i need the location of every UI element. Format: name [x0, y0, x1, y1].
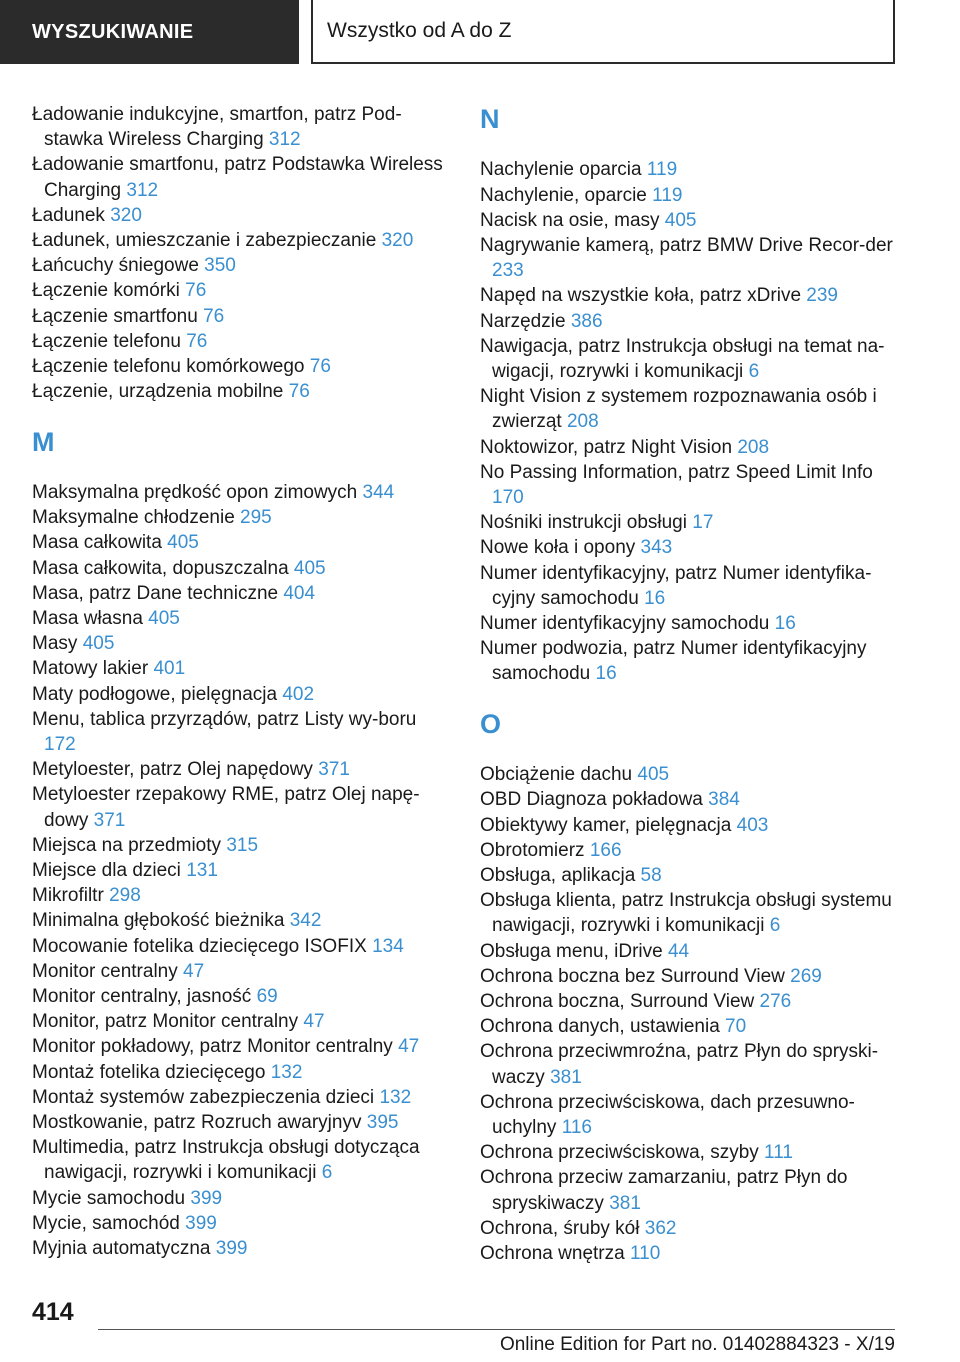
section-letter: N — [480, 104, 500, 134]
page-reference-link[interactable]: 399 — [190, 1187, 223, 1209]
page-reference-link[interactable]: 405 — [167, 532, 199, 554]
entry-term: Łańcuchy śniegowe — [32, 255, 199, 277]
page-reference-link[interactable]: 342 — [289, 910, 322, 932]
index-entry — [32, 682, 452, 707]
entry-term: Numer podwozia, patrz Numer identyfikacyjny samochodu — [480, 638, 867, 685]
footer-divider — [98, 1329, 895, 1330]
index-entry — [32, 656, 452, 681]
page-reference-link[interactable]: 16 — [774, 613, 796, 635]
entry-term: Łączenie, urządzenia mobilne — [32, 381, 284, 403]
page-reference-link[interactable]: 362 — [644, 1217, 677, 1239]
page-reference-link[interactable]: 233 — [492, 260, 524, 282]
index-entry — [32, 934, 452, 959]
entry-term: Masa własna — [32, 608, 143, 630]
index-entry — [32, 757, 452, 782]
entry-term: Ochrona boczna, Surround View — [480, 991, 755, 1013]
entry-term: Łączenie smartfonu — [32, 305, 198, 327]
index-entry — [32, 707, 452, 757]
page-reference-link[interactable]: 404 — [283, 582, 316, 604]
page-reference-link[interactable]: 6 — [321, 1162, 333, 1184]
page-reference-link[interactable]: 381 — [550, 1066, 582, 1088]
page-reference-link[interactable]: 344 — [362, 482, 395, 503]
section-letter: O — [480, 708, 502, 739]
entry-term: Ochrona przeciw zamarzaniu, patrz Płyn do spryskiwaczy — [480, 1167, 848, 1214]
index-entry — [480, 460, 900, 510]
index-entry — [480, 762, 900, 787]
entry-term: No Passing Information, patrz Speed Limit Info — [480, 461, 873, 483]
page-reference-link[interactable]: 17 — [692, 512, 714, 534]
index-entry — [32, 556, 452, 581]
index-entry — [480, 384, 900, 434]
page-reference-link[interactable]: 132 — [379, 1086, 412, 1108]
page-reference-link[interactable]: 269 — [790, 965, 822, 987]
page-reference-link[interactable]: 405 — [82, 633, 115, 655]
page-reference-link[interactable]: 312 — [126, 179, 159, 201]
page-reference-link[interactable]: 69 — [256, 986, 278, 1008]
entry-term: Nagrywanie kamerą, patrz BMW Drive Recor‐der — [480, 234, 893, 256]
entry-term: Menu, tablica przyrządów, patrz Listy wy‐boru — [32, 708, 417, 730]
entry-term: Ładunek, umieszczanie i zabezpieczanie — [32, 230, 377, 252]
entry-term: Obciążenie dachu — [480, 764, 633, 786]
entry-term: Myjnia automatyczna — [32, 1238, 211, 1260]
index-entry — [480, 309, 900, 334]
index-entry — [480, 435, 900, 460]
index-entry — [480, 510, 900, 535]
index-entry — [480, 208, 900, 233]
page-reference-link[interactable]: 47 — [398, 1036, 420, 1058]
index-entry — [32, 631, 452, 656]
entry-term: Ochrona, śruby kół — [480, 1217, 640, 1239]
page-reference-link[interactable]: 76 — [186, 330, 208, 352]
entry-term: Montaż systemów zabezpieczenia dzieci — [32, 1086, 375, 1108]
index-entry — [480, 611, 900, 636]
index-entry — [32, 984, 452, 1009]
entry-term: Ochrona przeciwściskowa, szyby — [480, 1142, 759, 1164]
index-entry — [32, 354, 452, 379]
entry-term: Masa, patrz Dane techniczne — [32, 582, 279, 604]
entry-term: Monitor centralny, jasność — [32, 986, 252, 1008]
chapter-title: Wszystko od A do Z — [311, 0, 895, 64]
index-entry — [480, 535, 900, 560]
index-entry — [32, 883, 452, 908]
page-reference-link[interactable]: 47 — [183, 960, 205, 982]
page-reference-link[interactable]: 131 — [186, 860, 218, 882]
index-entry — [480, 233, 900, 283]
page-reference-link[interactable]: 401 — [153, 658, 186, 680]
section-letter: M — [32, 426, 55, 457]
index-entry — [32, 278, 452, 303]
entry-term: Ładunek — [32, 204, 105, 226]
index-entry — [480, 964, 900, 989]
index-entry — [480, 157, 900, 182]
page-reference-link[interactable]: 116 — [561, 1117, 592, 1139]
page-reference-link[interactable]: 76 — [203, 305, 225, 327]
page-reference-link[interactable]: 170 — [492, 487, 524, 509]
section-tab: WYSZUKIWANIE — [0, 0, 299, 64]
page-reference-link[interactable]: 6 — [769, 915, 781, 937]
index-entry — [480, 863, 900, 888]
page-reference-link[interactable]: 395 — [366, 1112, 399, 1134]
entry-term: Ochrona danych, ustawienia — [480, 1016, 720, 1038]
index-entry — [480, 1039, 900, 1089]
entry-term: Masa całkowita, dopuszczalna — [32, 557, 289, 579]
page-reference-link[interactable]: 350 — [204, 255, 236, 277]
entry-term: Monitor pokładowy, patrz Monitor centralny — [32, 1036, 393, 1058]
entry-term: Mycie, samochód — [32, 1212, 180, 1234]
entry-term: Obsługa, aplikacja — [480, 865, 636, 887]
page-reference-link[interactable]: 76 — [288, 381, 310, 403]
entry-term: Ochrona przeciwściskowa, dach przesuwno‐uchylny — [480, 1091, 855, 1139]
page-reference-link[interactable]: 6 — [748, 361, 760, 382]
index-entry — [32, 304, 452, 329]
entry-term: Montaż fotelika dziecięcego — [32, 1061, 266, 1083]
page-reference-link[interactable]: 76 — [185, 280, 207, 302]
entry-term: Mocowanie fotelika dziecięcego ISOFIX — [32, 935, 367, 957]
page-reference-link[interactable]: 295 — [240, 507, 272, 529]
index-entry — [480, 813, 900, 838]
index-entry — [480, 888, 900, 938]
page-reference-link[interactable]: 58 — [640, 865, 662, 887]
index-entry — [32, 908, 452, 933]
index-entry — [32, 833, 452, 858]
entry-term: Miejsca na przedmioty — [32, 834, 222, 856]
index-entry — [480, 283, 900, 308]
page-reference-link[interactable]: 405 — [637, 764, 670, 786]
index-column-right — [480, 102, 900, 1266]
entry-term: Maksymalne chłodzenie — [32, 507, 235, 529]
index-entry — [480, 183, 900, 208]
entry-term: Monitor centralny — [32, 960, 178, 982]
page-reference-link[interactable]: 111 — [764, 1142, 793, 1164]
index-entry — [32, 1186, 452, 1211]
entry-term: Minimalna głębokość bieżnika — [32, 910, 285, 932]
page-reference-link[interactable]: 405 — [293, 557, 326, 579]
page-number: 414 — [32, 1298, 74, 1326]
index-entry — [32, 152, 452, 202]
page-reference-link[interactable]: 70 — [725, 1016, 747, 1038]
index-entry — [32, 228, 452, 253]
page-reference-link[interactable]: 276 — [759, 991, 792, 1013]
page-reference-link[interactable]: 320 — [110, 204, 142, 226]
entry-term: Multimedia, patrz Instrukcja obsługi dotycząca nawigacji, rozrywki i komunikacji — [32, 1137, 420, 1184]
entry-term: Masa całkowita — [32, 532, 162, 554]
page-reference-link[interactable]: 298 — [109, 885, 141, 907]
page-reference-link[interactable]: 371 — [318, 759, 350, 781]
page-reference-link[interactable]: 386 — [570, 310, 603, 332]
entry-term: Obiektywy kamer, pielęgnacja — [480, 814, 732, 836]
entry-term: Miejsce dla dzieci — [32, 860, 181, 882]
entry-term: Numer identyfikacyjny samochodu — [480, 613, 770, 635]
entry-term: Nośniki instrukcji obsługi — [480, 512, 687, 534]
index-entry — [32, 253, 452, 278]
entry-term: Nawigacja, patrz Instrukcja obsługi na temat na‐wigacji, rozrywki i komunikacji — [480, 335, 885, 382]
page-reference-link[interactable]: 371 — [93, 809, 126, 831]
page-reference-link[interactable]: 16 — [595, 663, 617, 685]
page-reference-link[interactable]: 134 — [372, 935, 404, 957]
entry-term: Łączenie telefonu — [32, 330, 181, 352]
index-entry — [32, 1211, 452, 1236]
entry-term: Nacisk na osie, masy — [480, 209, 660, 231]
edition-footer: Online Edition for Part no. 01402884323 - X/19 — [499, 1334, 895, 1355]
page-reference-link[interactable]: 402 — [282, 683, 315, 705]
page-reference-link[interactable]: 399 — [185, 1212, 217, 1234]
index-entry — [32, 1060, 452, 1085]
entry-term: Nowe koła i opony — [480, 537, 636, 559]
index-entry — [480, 1216, 900, 1241]
entry-term: Metyloester, patrz Olej napędowy — [32, 759, 313, 781]
index-entry — [32, 1085, 452, 1110]
page-reference-link[interactable]: 381 — [609, 1192, 641, 1214]
index-entry — [32, 203, 452, 228]
entry-term: Ładowanie indukcyjne, smartfon, patrz Pod‐stawka Wireless Charging — [32, 104, 402, 151]
index-entry — [32, 1034, 452, 1059]
index-entry — [32, 1110, 452, 1135]
index-entry — [32, 858, 452, 883]
index-entry — [32, 581, 452, 606]
page-reference-link[interactable]: 403 — [736, 814, 769, 836]
page-reference-link[interactable]: 16 — [644, 587, 666, 609]
entry-term: Napęd na wszystkie koła, patrz xDrive — [480, 285, 802, 307]
index-entry — [32, 1009, 452, 1034]
page-reference-link[interactable]: 47 — [303, 1011, 325, 1033]
page-reference-link[interactable]: 76 — [309, 356, 331, 378]
page-reference-link[interactable]: 343 — [640, 537, 673, 559]
entry-term: Mikrofiltr — [32, 885, 104, 907]
index-entry — [32, 329, 452, 354]
entry-term: Mycie samochodu — [32, 1187, 186, 1209]
entry-term: Ochrona boczna bez Surround View — [480, 965, 785, 987]
page-reference-link[interactable]: 132 — [270, 1061, 303, 1083]
index-entry — [480, 939, 900, 964]
page-reference-link[interactable]: 208 — [737, 436, 770, 458]
index-entry — [32, 379, 452, 404]
page-reference-link[interactable]: 239 — [806, 285, 838, 307]
index-entry — [480, 334, 900, 384]
index-entry — [480, 1241, 900, 1266]
index-entry — [32, 782, 452, 832]
entry-term: Łączenie komórki — [32, 280, 180, 302]
index-entry — [480, 1140, 900, 1165]
index-entry — [32, 959, 452, 984]
entry-term: Ochrona wnętrza — [480, 1243, 625, 1265]
page-reference-link[interactable]: 399 — [215, 1238, 248, 1260]
entry-term: Numer identyfikacyjny, patrz Numer identyfika‐cyjny samochodu — [480, 562, 872, 609]
entry-term: Ochrona przeciwmroźna, patrz Płyn do spryski‐waczy — [480, 1041, 879, 1088]
index-entry — [480, 636, 900, 686]
page-reference-link[interactable]: 384 — [708, 789, 740, 811]
entry-term: Nachylenie oparcia — [480, 159, 642, 181]
index-entry — [480, 989, 900, 1014]
index-column-left — [32, 102, 452, 1261]
page-reference-link[interactable]: 166 — [589, 839, 622, 861]
entry-term: Metyloester rzepakowy RME, patrz Olej napę‐dowy — [32, 784, 420, 831]
entry-term: Monitor, patrz Monitor centralny — [32, 1011, 299, 1033]
index-entry — [32, 1236, 452, 1261]
entry-term: Narzędzie — [480, 310, 566, 332]
entry-term: Obrotomierz — [480, 839, 585, 861]
index-entry — [480, 1090, 900, 1140]
entry-term: Ładowanie smartfonu, patrz Podstawka Wireless Charging — [32, 154, 443, 201]
entry-term: Noktowizor, patrz Night Vision — [480, 436, 733, 458]
index-entry — [32, 530, 452, 555]
index-entry — [32, 606, 452, 631]
page-reference-link[interactable]: 405 — [148, 608, 180, 630]
page-reference-link[interactable]: 119 — [646, 159, 678, 181]
index-entry — [480, 838, 900, 863]
page-header — [0, 0, 960, 66]
index-entry — [32, 1135, 452, 1185]
index-entry — [480, 1014, 900, 1039]
page-reference-link[interactable]: 208 — [566, 411, 599, 433]
page-reference-link[interactable]: 312 — [268, 129, 301, 151]
entry-term: Matowy lakier — [32, 658, 149, 680]
index-entry — [32, 102, 452, 152]
page-reference-link[interactable]: 172 — [44, 734, 76, 756]
entry-term: Maksymalna prędkość opon zimowych — [32, 482, 358, 503]
entry-term: Night Vision z systemem rozpoznawania osób i zwierząt — [480, 386, 877, 433]
entry-term: Masy — [32, 633, 78, 655]
index-entry — [32, 480, 452, 505]
entry-term: OBD Diagnoza pokładowa — [480, 789, 703, 811]
index-entry — [32, 505, 452, 530]
entry-term: Nachylenie, oparcie — [480, 184, 647, 206]
page-reference-link[interactable]: 110 — [629, 1243, 661, 1265]
entry-term: Łączenie telefonu komórkowego — [32, 356, 305, 378]
entry-term: Obsługa klienta, patrz Instrukcja obsługi systemu nawigacji, rozrywki i komunikacji — [480, 890, 892, 937]
index-entry — [480, 561, 900, 611]
page-reference-link[interactable]: 44 — [667, 940, 690, 962]
entry-term: Obsługa menu, iDrive — [480, 940, 663, 962]
entry-term: Maty podłogowe, pielęgnacja — [32, 683, 278, 705]
page-reference-link[interactable]: 315 — [226, 834, 259, 856]
page-reference-link[interactable]: 405 — [664, 209, 697, 231]
index-entry — [480, 1165, 900, 1215]
page-reference-link[interactable]: 320 — [381, 230, 414, 252]
index-entry — [480, 787, 900, 812]
entry-term: Mostkowanie, patrz Rozruch awaryjnyv — [32, 1112, 362, 1134]
page-reference-link[interactable]: 119 — [652, 184, 683, 206]
